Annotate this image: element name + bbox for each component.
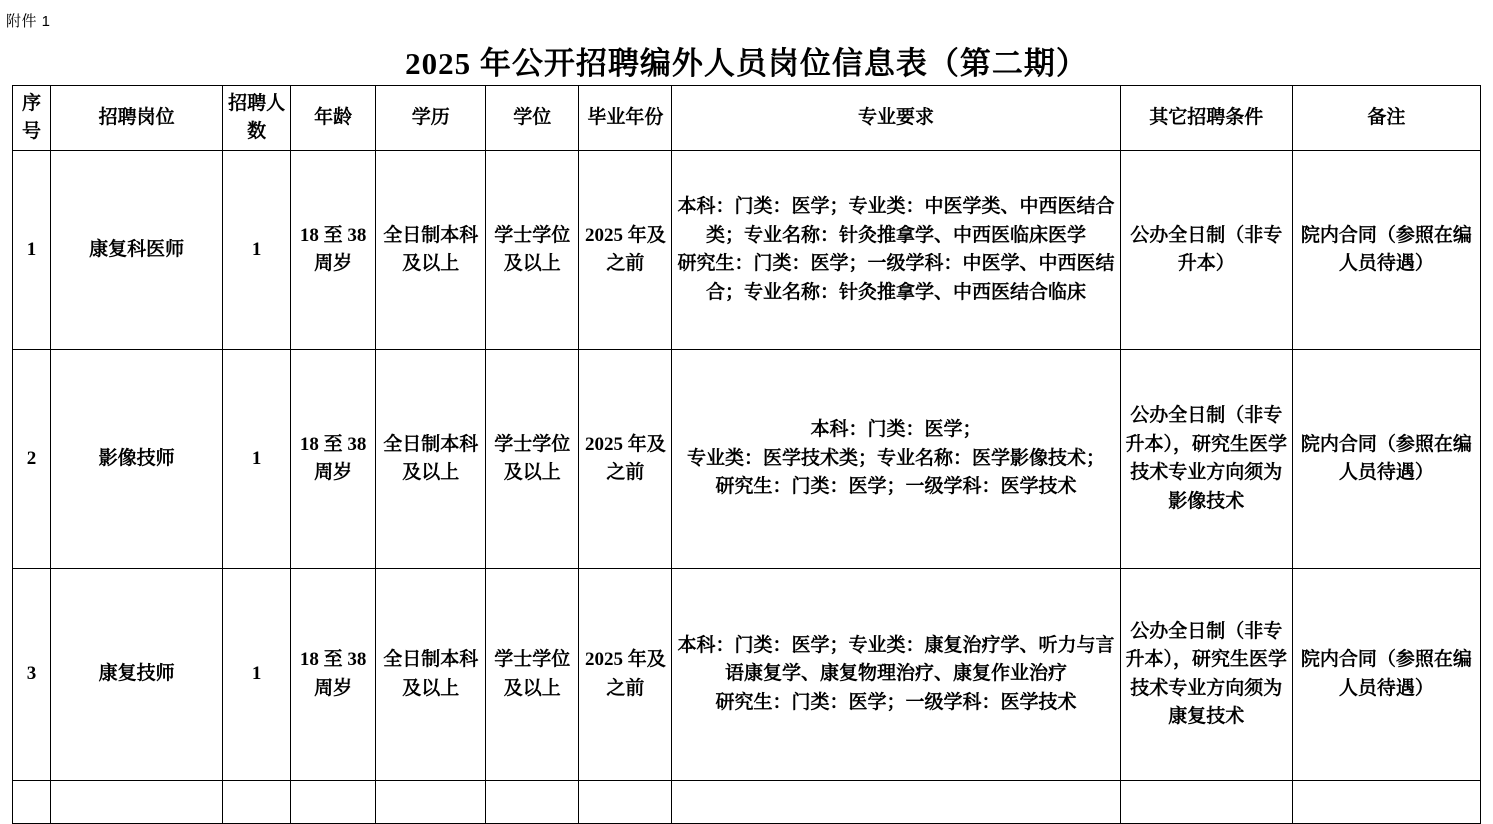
column-header-major: 专业要求 [672, 86, 1120, 151]
cell-empty [223, 781, 291, 824]
major-line: 研究生：门类：医学；一级学科：医学技术 [715, 476, 1077, 498]
cell-degree: 学士学位及以上 [486, 151, 579, 350]
major-line: 研究生：门类：医学；一级学科：医学技术 [715, 691, 1077, 713]
cell-empty [13, 781, 51, 824]
attachment-label: 附件 1 [6, 13, 51, 30]
table-row [13, 350, 1481, 569]
page-title: 2025 年公开招聘编外人员岗位信息表（第二期） [405, 46, 1088, 81]
cell-remark: 院内合同（参照在编人员待遇） [1292, 151, 1480, 350]
cell-no: 1 [13, 151, 51, 350]
cell-no: 3 [13, 569, 51, 781]
cell-age: 18 至 38 周岁 [291, 350, 376, 569]
cell-post: 影像技师 [51, 350, 223, 569]
cell-age: 18 至 38 周岁 [291, 151, 376, 350]
column-header-age: 年龄 [291, 86, 376, 151]
cell-count: 1 [223, 350, 291, 569]
cell-degree: 学士学位及以上 [486, 350, 579, 569]
cell-major [672, 350, 1120, 569]
major-line: 本科：门类：医学； [810, 419, 982, 441]
cell-remark: 院内合同（参照在编人员待遇） [1292, 350, 1480, 569]
cell-other-conditions: 公办全日制（非专升本），研究生医学技术专业方向须为影像技术 [1120, 350, 1292, 569]
cell-empty [579, 781, 672, 824]
major-line: 本科：门类：医学；专业类：中医学类、中西医结合类；专业名称：针灸推拿学、中西医临床医学 [677, 196, 1115, 246]
table-row-empty [13, 781, 1481, 824]
major-line: 专业类：医学技术类；专业名称：医学影像技术； [687, 447, 1106, 469]
cell-empty [672, 781, 1120, 824]
cell-other-conditions: 公办全日制（非专升本） [1120, 151, 1292, 350]
cell-empty [51, 781, 223, 824]
cell-age: 18 至 38 周岁 [291, 569, 376, 781]
column-header-post: 招聘岗位 [51, 86, 223, 151]
column-header-other: 其它招聘条件 [1120, 86, 1292, 151]
cell-empty [291, 781, 376, 824]
column-header-grad-year: 毕业年份 [579, 86, 672, 151]
cell-count: 1 [223, 151, 291, 350]
table-row [13, 569, 1481, 781]
cell-other-conditions: 公办全日制（非专升本），研究生医学技术专业方向须为康复技术 [1120, 569, 1292, 781]
cell-major [672, 151, 1120, 350]
cell-no: 2 [13, 350, 51, 569]
cell-empty [376, 781, 486, 824]
cell-remark: 院内合同（参照在编人员待遇） [1292, 569, 1480, 781]
job-information-table [12, 85, 1481, 824]
cell-empty [1292, 781, 1480, 824]
cell-degree: 学士学位及以上 [486, 569, 579, 781]
cell-post: 康复技师 [51, 569, 223, 781]
table-header-row [13, 86, 1481, 151]
cell-post: 康复科医师 [51, 151, 223, 350]
column-header-count: 招聘人数 [223, 86, 291, 151]
cell-education: 全日制本科及以上 [376, 151, 486, 350]
column-header-remark: 备注 [1292, 86, 1480, 151]
major-line: 研究生：门类：医学；一级学科：中医学、中西医结合；专业名称：针灸推拿学、中西医结合临床 [677, 253, 1115, 303]
column-header-education: 学历 [376, 86, 486, 151]
cell-count: 1 [223, 569, 291, 781]
table-row [13, 151, 1481, 350]
cell-empty [486, 781, 579, 824]
cell-grad-year: 2025 年及之前 [579, 569, 672, 781]
cell-education: 全日制本科及以上 [376, 350, 486, 569]
cell-grad-year: 2025 年及之前 [579, 350, 672, 569]
cell-major [672, 569, 1120, 781]
column-header-degree: 学位 [486, 86, 579, 151]
major-line: 本科：门类：医学；专业类：康复治疗学、听力与言语康复学、康复物理治疗、康复作业治疗 [677, 634, 1115, 685]
cell-grad-year: 2025 年及之前 [579, 151, 672, 350]
cell-education: 全日制本科及以上 [376, 569, 486, 781]
cell-empty [1120, 781, 1292, 824]
column-header-no: 序号 [13, 86, 51, 151]
